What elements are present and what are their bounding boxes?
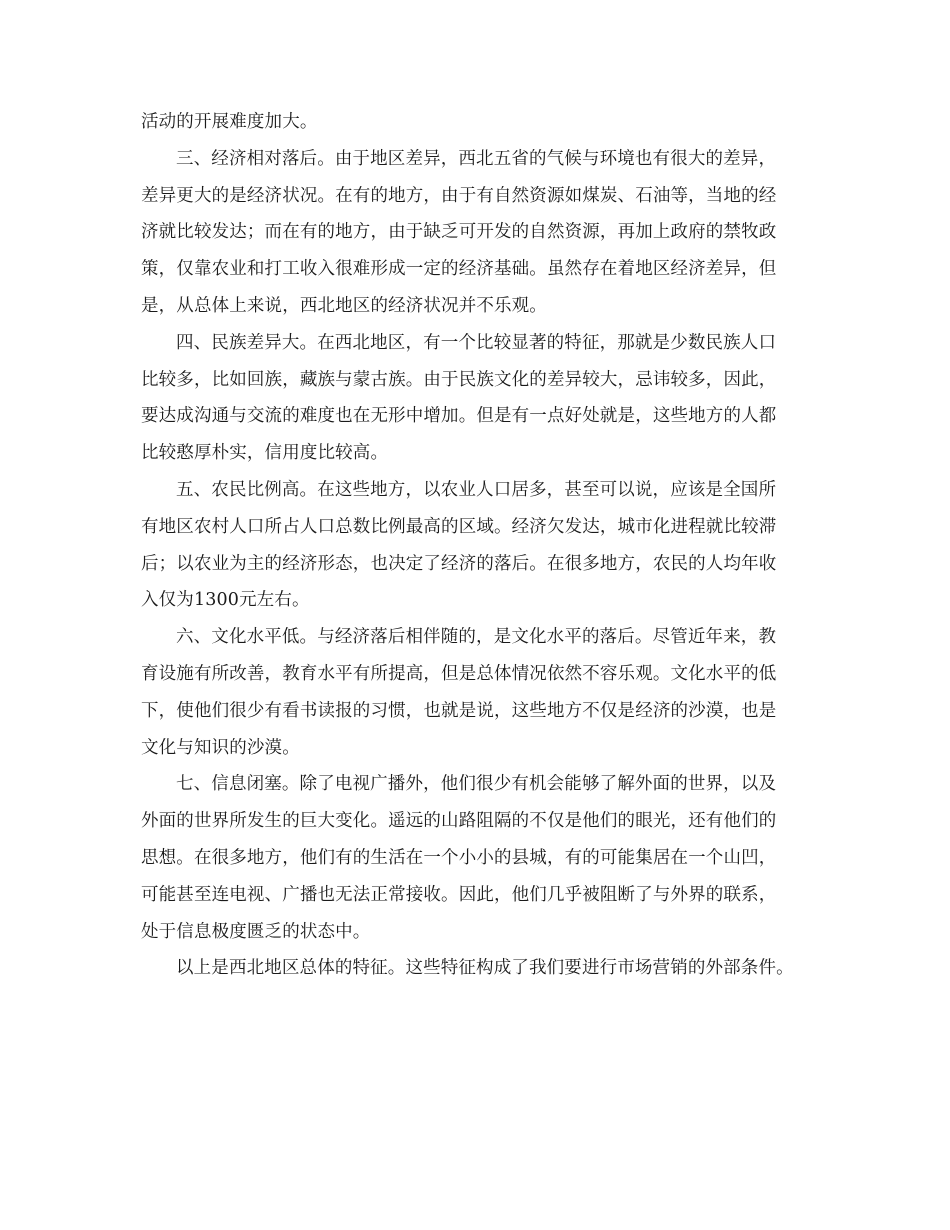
text-line: 以上是西北地区总体的特征。这些特征构成了我们要进行市场营销的外部条件。 [176,958,794,979]
text-line: 七、信息闭塞。除了电视广播外，他们很少有机会能够了解外面的世界，以及 [176,774,777,795]
text-line: 入仅为1300元左右。 [141,590,310,611]
text-line: 下，使他们很少有看书读报的习惯，也就是说，这些地方不仅是经济的沙漠，也是 [141,700,777,721]
text-line: 可能甚至连电视、广播也无法正常接收。因此，他们几乎被阻断了与外界的联系， [141,884,777,905]
paragraph-culture [141,619,823,766]
text-line: 后；以农业为主的经济形态，也决定了经济的落后。在很多地方，农民的人均年收 [141,553,777,574]
paragraph-summary [141,950,823,987]
text-line: 策，仅靠农业和打工收入很难形成一定的经济基础。虽然存在着地区经济差异，但 [141,259,777,280]
text-line: 比较多，比如回族，藏族与蒙古族。由于民族文化的差异较大，忌讳较多，因此， [141,369,777,390]
paragraph-farmers [141,472,823,619]
text-line: 济就比较发达；而在有的地方，由于缺乏可开发的自然资源，再加上政府的禁牧政 [141,222,777,243]
text-line: 比较憨厚朴实，信用度比较高。 [141,443,389,464]
text-line: 有地区农村人口所占人口总数比例最高的区域。经济欠发达，城市化进程就比较滞 [141,516,777,537]
text-line: 处于信息极度匮乏的状态中。 [141,921,371,942]
paragraph-information [141,766,823,950]
text-line: 六、文化水平低。与经济落后相伴随的，是文化水平的落后。尽管近年来，教 [176,627,777,648]
text-line: 文化与知识的沙漠。 [141,737,300,758]
text-line: 四、民族差异大。在西北地区，有一个比较显著的特征，那就是少数民族人口 [176,332,777,353]
text-line: 育设施有所改善，教育水平有所提高，但是总体情况依然不容乐观。文化水平的低 [141,663,777,684]
text-line: 外面的世界所发生的巨大变化。遥远的山路阻隔的不仅是他们的眼光，还有他们的 [141,811,777,832]
text-line: 是，从总体上来说，西北地区的经济状况并不乐观。 [141,295,547,316]
paragraph-economy [141,141,823,325]
text-line: 三、经济相对落后。由于地区差异，西北五省的气候与环境也有很大的差异， [176,148,777,169]
paragraph-continuation [141,104,823,141]
text-line: 活动的开展难度加大。 [141,112,318,132]
text-line: 五、农民比例高。在这些地方，以农业人口居多，甚至可以说，应该是全国所 [176,479,777,500]
text-line: 思想。在很多地方，他们有的生活在一个小小的县城，有的可能集居在一个山凹， [141,847,777,868]
text-line: 差异更大的是经济状况。在有的地方，由于有自然资源如煤炭、石油等，当地的经 [141,185,777,206]
document-body [141,104,823,987]
paragraph-ethnic [141,325,823,472]
text-line: 要达成沟通与交流的难度也在无形中增加。但是有一点好处就是，这些地方的人都 [141,406,777,427]
